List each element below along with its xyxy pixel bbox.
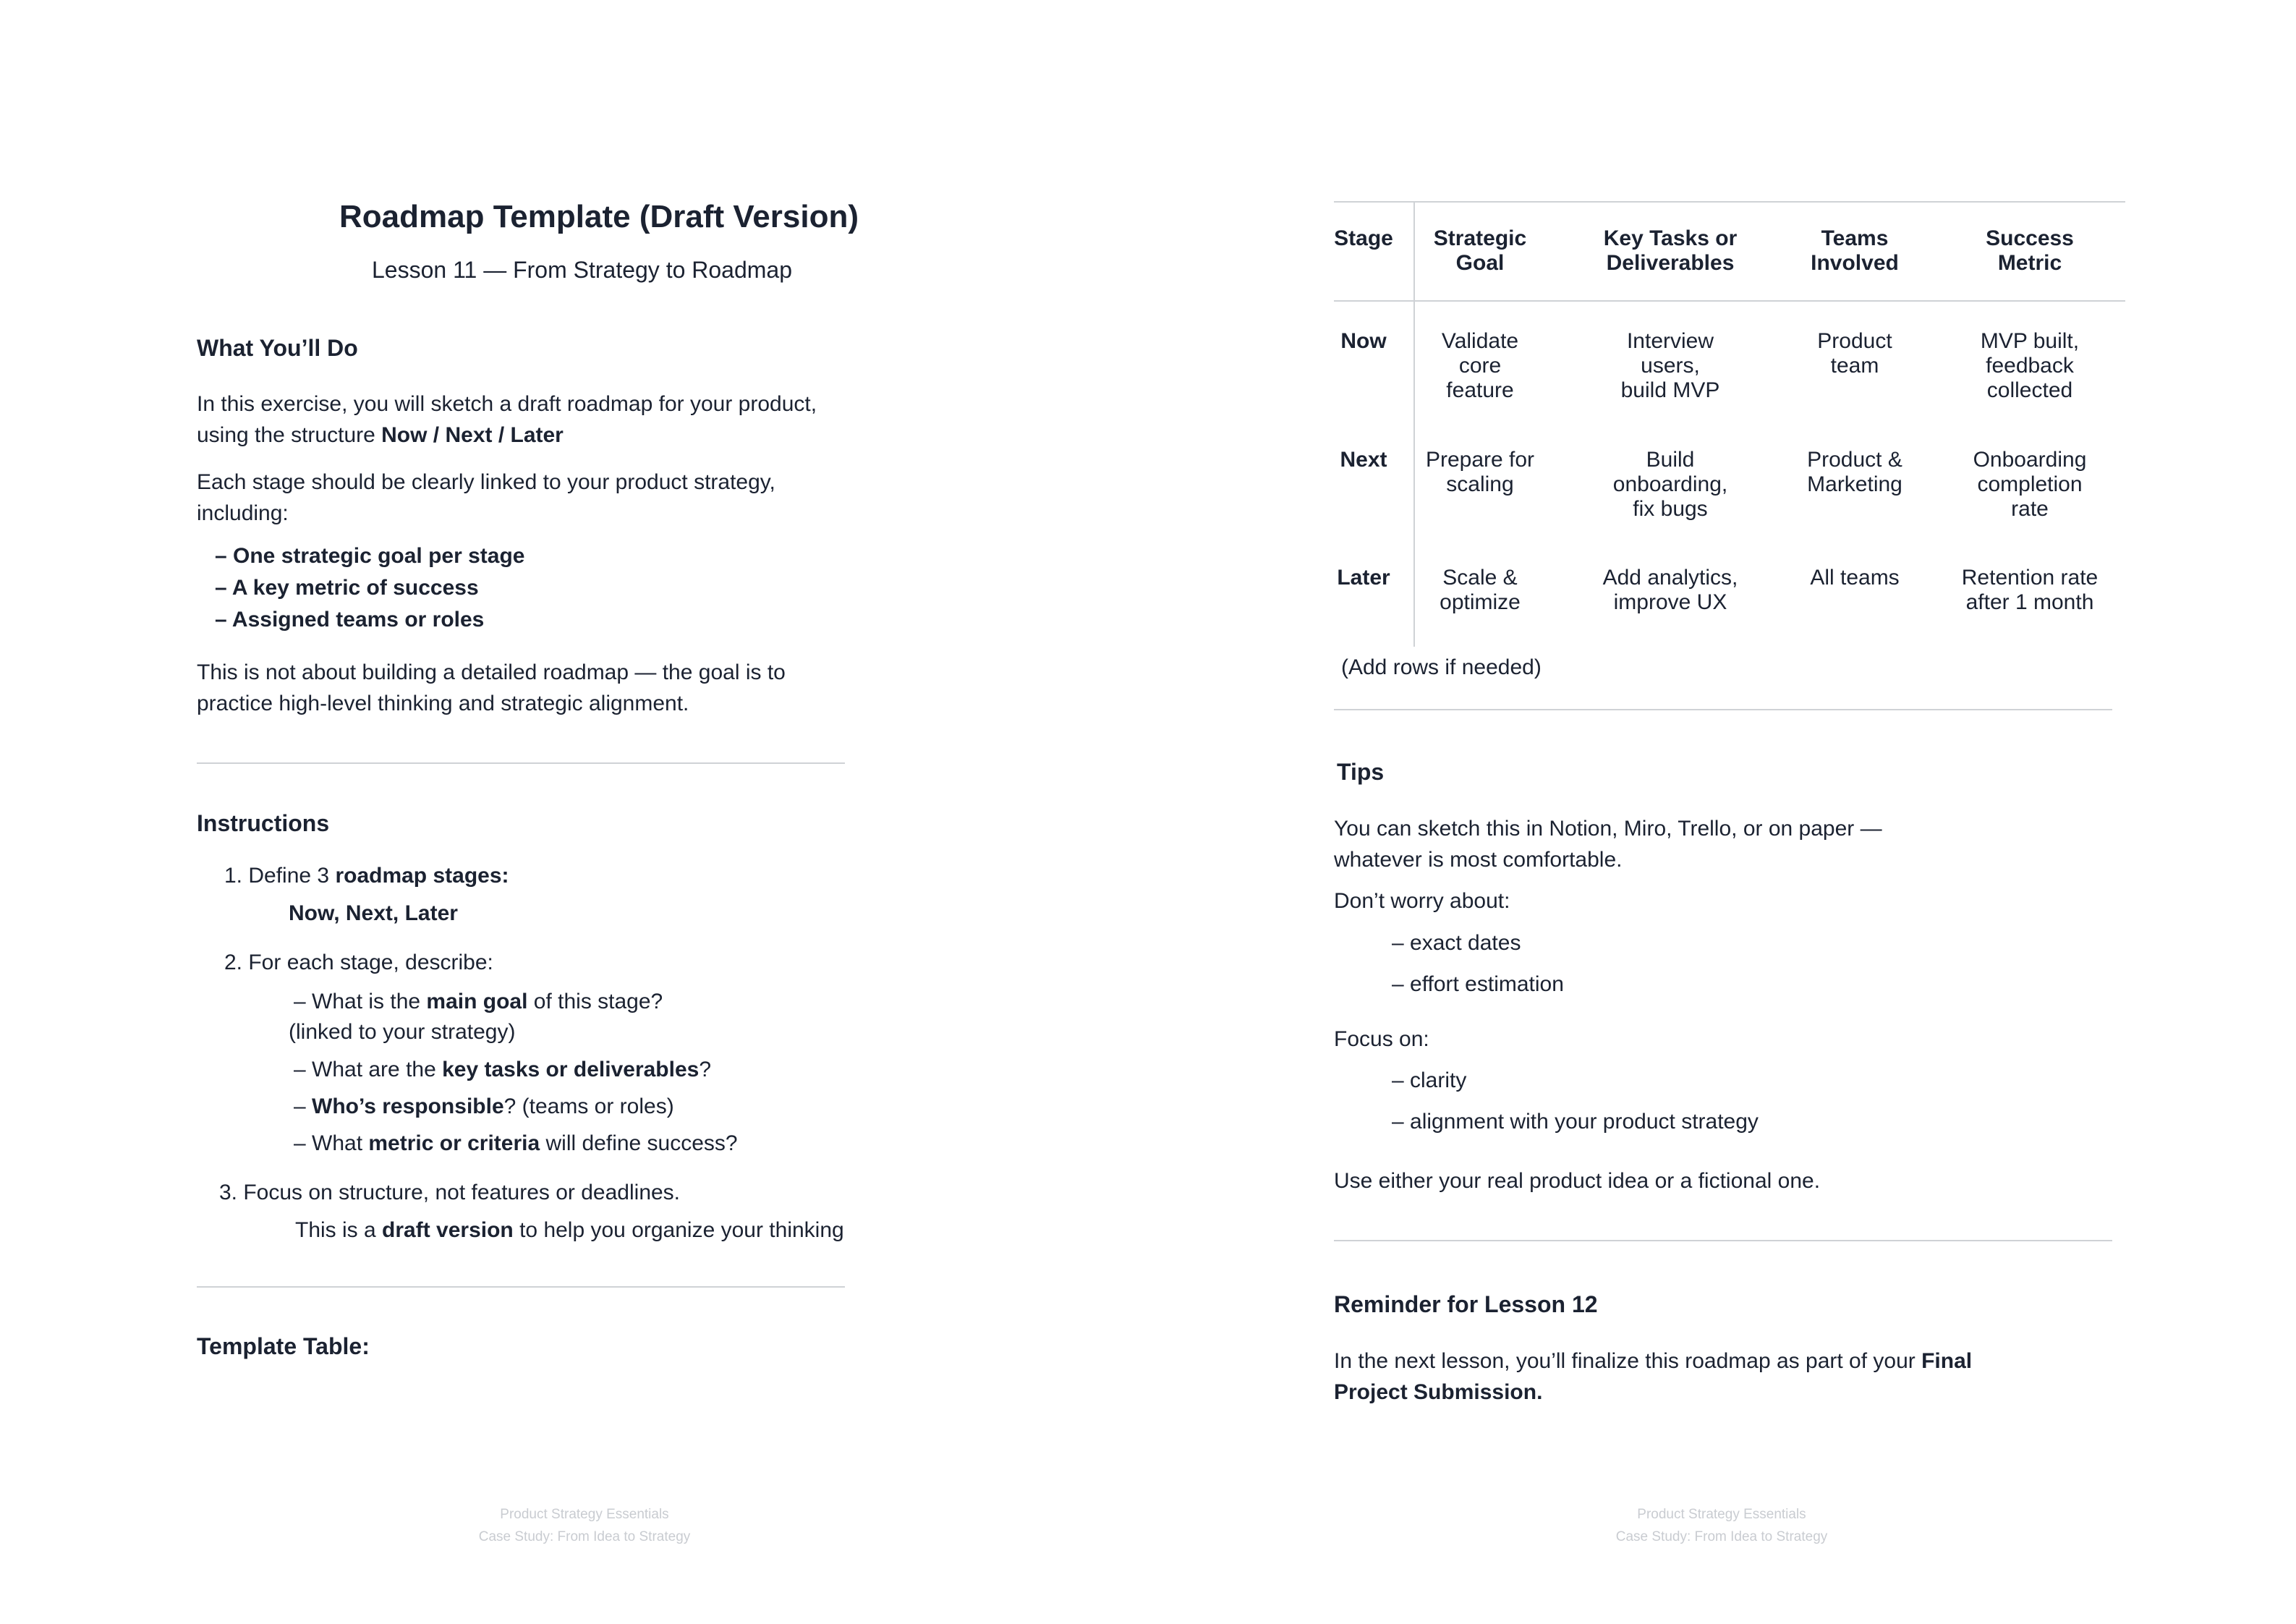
header-line: Metric [1997,251,2062,275]
table-cell [1580,329,1761,403]
instruction-2d [294,1128,738,1159]
instruction-3-line-2 [295,1215,844,1246]
table-row-stage-later: Later [1337,566,1390,590]
instruction-1-text: 1. Define 3 [224,864,336,888]
page-title: Roadmap Template (Draft Version) [339,199,859,234]
instruction-1 [224,860,509,891]
table-cell [1775,329,1934,378]
footer-course: Product Strategy Essentials [500,1507,669,1522]
table-row-stage-next: Next [1340,448,1387,472]
table-cell [1943,329,2117,403]
instruction-2c-bold: Who’s responsible [312,1094,504,1118]
note-line-2: practice high-level thinking and strategic alignment. [197,692,689,715]
reminder-line-2: Project Submission. [1334,1380,1543,1404]
cell-line: Marketing [1807,472,1902,496]
divider [197,1286,845,1288]
use-either-note: Use either your real product idea or a fictional one. [1334,1169,1821,1193]
divider [1334,1240,2112,1241]
reminder-bold: Final [1921,1349,1973,1373]
instruction-3: 3. Focus on structure, not features or deadlines. [219,1181,681,1204]
header-line: Success [1986,226,2074,250]
focus-item: – alignment with your product strategy [1392,1110,1759,1134]
instruction-2b-text: – What are the [294,1058,443,1081]
instruction-2b-suffix: ? [699,1058,712,1081]
cell-line: improve UX [1613,590,1727,614]
footer-case-study: Case Study: From Idea to Strategy [1615,1529,1828,1544]
footer-course: Product Strategy Essentials [1637,1507,1806,1522]
cell-line: fix bugs [1633,497,1708,521]
table-cell [1580,448,1761,522]
cell-line: Onboarding [1973,448,2087,472]
cell-line: users, [1641,354,1700,378]
reminder-heading: Reminder for Lesson 12 [1334,1291,1598,1317]
cell-line: core [1458,354,1502,378]
instruction-2d-text: – What [294,1131,369,1155]
header-line: Involved [1811,251,1899,275]
dont-worry-label: Don’t worry about: [1334,889,1510,913]
divider [197,762,845,764]
instruction-2d-bold: metric or criteria [368,1131,540,1155]
table-cell [1775,448,1934,497]
cell-line: rate [2011,497,2049,521]
cell-line: Interview [1626,329,1714,353]
instruction-3b-bold: draft version [382,1218,514,1242]
focus-item: – clarity [1392,1068,1467,1092]
cell-line: collected [1986,378,2073,402]
stage-line-1: Each stage should be clearly linked to your product strategy, [197,470,775,494]
cell-line: after 1 month [1965,590,2094,614]
cell-line: Validate [1441,329,1519,353]
instruction-2b-bold: key tasks or deliverables [442,1058,700,1081]
footer [331,1503,838,1548]
cell-line: completion [1977,472,2083,496]
cell-line: MVP built, [1980,329,2080,353]
instruction-2c [294,1091,674,1122]
cell-line: All teams [1810,566,1900,590]
cell-line: Product [1817,329,1892,353]
table-top-rule [1334,201,2125,203]
template-table-heading: Template Table: [197,1333,370,1359]
table-header-teams [1775,226,1934,276]
header-line: Deliverables [1606,251,1735,275]
instruction-2: 2. For each stage, describe: [224,951,493,974]
instruction-2b [294,1054,711,1085]
page-subtitle: Lesson 11 — From Strategy to Roadmap [372,257,793,283]
note-line-1: This is not about building a detailed roadmap — the goal is to [197,660,786,684]
reminder-text: In the next lesson, you’ll finalize this roadmap as part of your [1334,1349,1922,1373]
tips-heading: Tips [1337,759,1385,785]
stage-line-2: including: [197,501,289,525]
intro-line-1: In this exercise, you will sketch a draft roadmap for your product, [197,392,817,416]
bullet-item: – One strategic goal per stage [215,544,525,568]
instruction-2a [294,986,663,1017]
cell-line: Prepare for [1425,448,1535,472]
table-cell [1580,566,1761,615]
cell-line: Build [1646,448,1695,472]
instruction-1-bold: roadmap stages: [335,864,509,888]
table-cell [1415,448,1545,497]
table-header-stage [1334,226,1393,251]
cell-line: build MVP [1620,378,1720,402]
table-cell [1943,448,2117,522]
header-line: Teams [1821,226,1889,250]
cell-line: scaling [1446,472,1514,496]
instruction-3b-suffix: to help you organize your thinking [513,1218,844,1242]
table-cell [1415,329,1545,403]
cell-line: onboarding, [1612,472,1728,496]
tips-line-2: whatever is most comfortable. [1334,848,1623,872]
cell-line: feedback [1986,354,2074,378]
cell-line: Product & [1807,448,1902,472]
divider [1334,709,2112,710]
intro-line-2 [197,420,564,451]
table-header-success-metric [1943,226,2117,276]
instructions-heading: Instructions [197,810,330,836]
table-cell [1775,566,1934,590]
table-row-stage-now: Now [1340,329,1387,353]
cell-line: team [1830,354,1879,378]
header-line: Key Tasks or [1603,226,1738,250]
header-line: Strategic [1433,226,1527,250]
footer [1468,1503,1975,1548]
bullet-item: – A key metric of success [215,576,479,600]
focus-on-label: Focus on: [1334,1027,1429,1051]
table-header-key-tasks [1580,226,1761,276]
header-line: Stage [1334,226,1393,250]
cell-line: Retention rate [1961,566,2099,590]
instruction-2a-line-2: (linked to your strategy) [289,1020,516,1044]
instruction-1-stages: Now, Next, Later [289,901,458,925]
dont-worry-item: – exact dates [1392,931,1521,955]
intro-line-2-text: using the structure [197,423,382,447]
table-header-rule [1334,300,2125,302]
tips-line-1: You can sketch this in Notion, Miro, Trello, or on paper — [1334,817,1882,841]
add-rows-note: (Add rows if needed) [1341,655,1542,679]
instruction-2a-bold: main goal [426,990,528,1013]
instruction-2c-suffix: ? (teams or roles) [503,1094,674,1118]
cell-line: feature [1446,378,1514,402]
table-cell [1415,566,1545,615]
instruction-2c-text: – [294,1094,312,1118]
instruction-2a-text: – What is the [294,990,427,1013]
table-cell [1943,566,2117,615]
footer-case-study: Case Study: From Idea to Strategy [478,1529,691,1544]
dont-worry-item: – effort estimation [1392,972,1564,996]
cell-line: Scale & [1442,566,1518,590]
cell-line: optimize [1440,590,1521,614]
bullet-item: – Assigned teams or roles [215,608,485,632]
intro-structure: Now / Next / Later [381,423,564,447]
instruction-2d-suffix: will define success? [540,1131,738,1155]
table-header-strategic-goal [1415,226,1545,276]
instruction-3b-text: This is a [295,1218,383,1242]
roadmap-table [1334,201,2125,647]
cell-line: Add analytics, [1602,566,1738,590]
instruction-2a-suffix: of this stage? [527,990,663,1013]
header-line: Goal [1455,251,1505,275]
reminder-line-1 [1334,1345,1972,1377]
what-youll-do-heading: What You’ll Do [197,335,358,361]
